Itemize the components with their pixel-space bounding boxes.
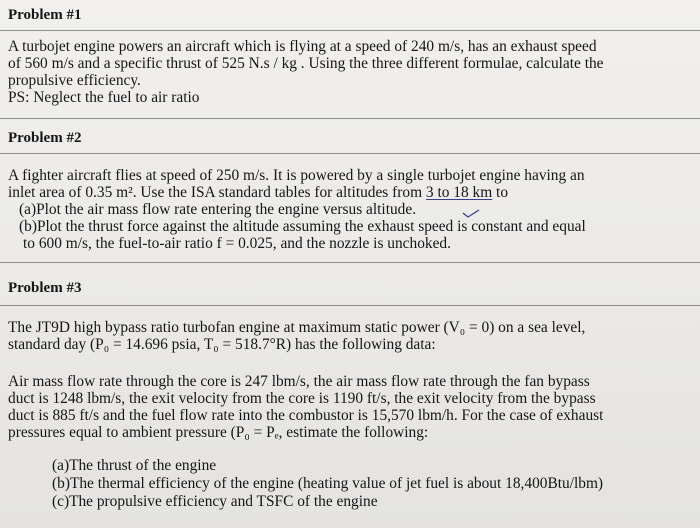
divider [0,118,700,119]
problem-3-title: Problem #3 [8,280,82,296]
problem-1-line: propulsive efficiency. [8,72,141,89]
underlined-altitude-range: 3 to 18 km [425,184,493,201]
problem-1-line: A turbojet engine powers an aircraft which is flying at a speed of 240 m/s, has an exhaust speed [8,38,597,55]
problem-3-question-a: (a)The thrust of the engine [52,457,217,474]
problem-1-line: PS: Neglect the fuel to air ratio [8,89,200,106]
problem-2-item-b-cont: to 600 m/s, the fuel-to-air ratio f = 0.025, and the nozzle is unchoked. [23,235,451,252]
problem-2-title: Problem #2 [8,130,82,146]
problem-2-item-b: (b)Plot the thrust force against the altitude assuming the exhaust speed is constant and equal [19,218,586,235]
problem-3-intro [8,319,688,353]
problem-2-line [8,184,688,201]
problem-1-line: of 560 m/s and a specific thrust of 525 N.s / kg . Using the three different formulae, calculate the [8,55,604,72]
problem-3-line: duct is 885 ft/s and the fuel flow rate into the combustor is 15,570 lbm/h. For the case of exhaust [8,407,604,424]
handwritten-check-mark [462,209,480,219]
divider [0,153,700,154]
problem-3-line: Air mass flow rate through the core is 247 lbm/s, the air mass flow rate through the fan bypass [8,373,590,390]
problem-3-line: pressures equal to ambient pressure (P₀ = Pₑ, estimate the following: [8,424,429,441]
problem-3-question-c: (c)The propulsive efficiency and TSFC of the engine [52,493,378,510]
divider [0,30,700,31]
problem-3-line: duct is 1248 lbm/s, the exit velocity from the core is 1190 ft/s, the exit velocity from the bypass [8,390,596,407]
problem-3-line: The JT9D high bypass ratio turbofan engine at maximum static power (V₀ = 0) on a sea level, [8,319,586,336]
problem-3-questions [52,457,692,511]
problem-2-line: A fighter aircraft flies at speed of 250 m/s. It is powered by a single turbojet engine having an [8,167,585,184]
problem-2-item-a: (a)Plot the air mass flow rate entering the engine versus altitude. [19,201,417,218]
problem-2-text-part: inlet area of 0.35 m². Use the ISA standard tables for altitudes from [8,184,426,201]
divider [0,262,700,263]
problem-1-title: Problem #1 [8,7,82,23]
problem-2-text-part: to [492,184,509,201]
problem-3-data [8,373,688,441]
problem-2-text [8,167,688,252]
problem-3-question-b: (b)The thermal efficiency of the engine (heating value of jet fuel is about 18,400Btu/lbm) [52,475,604,492]
problem-3-line: standard day (P₀ = 14.696 psia, T₀ = 518.7°R) has the following data: [8,336,436,353]
problem-1-text [8,38,688,106]
divider [0,305,700,306]
